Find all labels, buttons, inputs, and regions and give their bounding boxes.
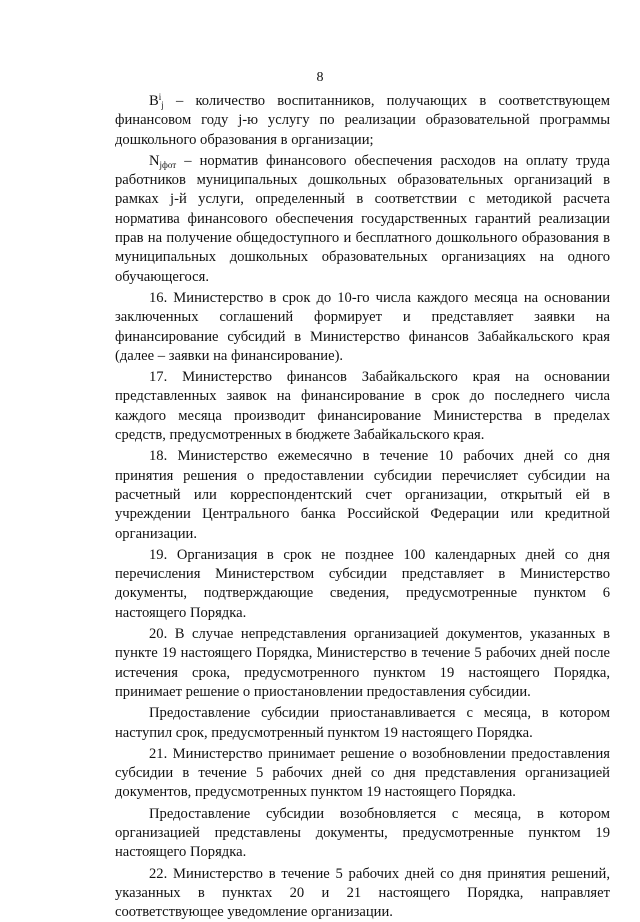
paragraph-definition-n: [115, 152, 610, 287]
paragraph-17: 17. Министерство финансов Забайкальского края на основании представленных заявок на финансирование в срок до последнего числа каждого месяца производит финансирование Министерства в пределах средств, предусмотренных в бюджете Забайкальского края.: [115, 369, 610, 444]
definition-b-text: – количество воспитанников, получающих в соответствующем финансовом году j-ю услугу по реализации образовательной программы дошкольного образования в организации;: [115, 93, 610, 148]
variable-b-subscript: j: [161, 100, 164, 110]
paragraph-22: 22. Министерство в течение 5 рабочих дней со дня принятия решений, указанных в пунктах 20 и 21 настоящего Порядка, направляет соответствующее уведомление организации.: [115, 865, 610, 921]
paragraph-20: 20. В случае непредставления организацией документов, указанных в пункте 19 настоящего Порядка, Министерство в течение 5 рабочих дней после истечения срока, предусмотренного пунктом 19 настоящего Порядка, принимает решение о приостановлении предоставления субсидии.: [115, 626, 610, 700]
variable-n: N: [149, 152, 160, 169]
paragraph-21: 21. Министерство принимает решение о возобновлении предоставления субсидии в течение 5 рабочих дней со дня представления организацией документов, предусмотренных пунктом 19 настоящего Порядка.: [115, 745, 610, 801]
variable-n-subscript: jфот: [159, 159, 177, 170]
paragraph-20-suspension: Предоставление субсидии приостанавливается с месяца, в котором наступил срок, предусмотренный пунктом 19 настоящего Порядка.: [115, 705, 610, 741]
paragraph-21-resumption: Предоставление субсидии возобновляется с месяца, в котором организацией представлены документы, предусмотренные пунктом 19 настоящего Порядка.: [115, 805, 610, 861]
document-body: [115, 92, 610, 922]
paragraph-19: 19. Организация в срок не позднее 100 календарных дней со дня перечисления Министерством субсидии представляет в Министерство документы, подтверждающие сведения, предусмотренные пунктом 6 настоящего Порядка.: [115, 546, 610, 621]
definition-n-text: – норматив финансового обеспечения расходов на оплату труда работников муниципальных дошкольных образовательных организаций в рамках j-й услуги, определенный в соответствии с методикой расчета норматива финансового обеспечения государственных гарантий реализации прав на получение общедоступного и бесплатного дошкольного образования в муниципальных дошкольных образовательных организациях на одного обучающегося.: [115, 152, 610, 285]
paragraph-16: 16. Министерство в срок до 10-го числа каждого месяца на основании заключенных соглашений формирует и представляет заявки на финансирование субсидий в Министерство финансов Забайкальского края (далее – заявки на финансирование).: [115, 289, 610, 364]
variable-b-superscript: i: [158, 92, 162, 102]
page-number: 8: [316, 70, 324, 85]
paragraph-18: 18. Министерство ежемесячно в течение 10 рабочих дней со дня принятия решения о предоставлении субсидии перечисляет субсидии на расчетный или корреспондентский счет организации, открытый ей в учреждении Центрального банка Российской Федерации или кредитной организации.: [115, 448, 610, 542]
variable-b: B: [149, 93, 159, 109]
paragraph-definition-b: [115, 92, 610, 150]
